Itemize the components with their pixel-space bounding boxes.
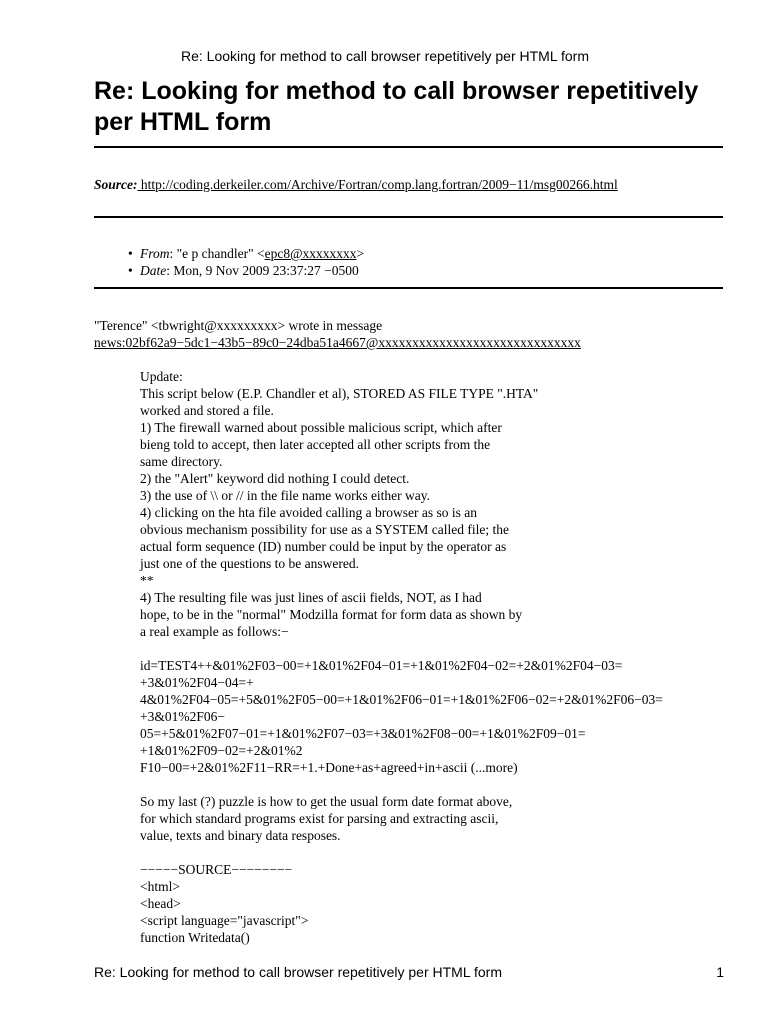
footer-title: Re: Looking for method to call browser repetitively per HTML form — [94, 964, 502, 980]
body-line: id=TEST4++&01%2F03−00=+1&01%2F04−01=+1&01%2F04−02=+2&01%2F04−03= — [140, 658, 623, 673]
body-line: obvious mechanism possibility for use as a SYSTEM called file; the — [140, 522, 509, 537]
body-line: 05=+5&01%2F07−01=+1&01%2F07−03=+3&01%2F08−00=+1&01%2F09−01= — [140, 726, 586, 741]
body-line: bieng told to accept, then later accepted all other scripts from the — [140, 437, 491, 452]
body-line: actual form sequence (ID) number could be input by the operator as — [140, 539, 507, 554]
body-line: function Writedata() — [140, 930, 250, 945]
body-line: ** — [140, 573, 154, 588]
message-intro — [94, 317, 581, 351]
body-line: 1) The firewall warned about possible malicious script, which after — [140, 420, 502, 435]
from-email-link[interactable]: epc8@xxxxxxxx — [264, 246, 357, 261]
meta-from — [128, 245, 364, 262]
source-label: Source: — [94, 177, 138, 192]
body-line: −−−−−SOURCE−−−−−−−− — [140, 862, 293, 877]
body-line: <head> — [140, 896, 181, 911]
body-line: same directory. — [140, 454, 223, 469]
body-line: This script below (E.P. Chandler et al), STORED AS FILE TYPE ".HTA" — [140, 386, 539, 401]
divider-top — [94, 146, 723, 148]
body-line — [140, 776, 720, 793]
body-line: a real example as follows:− — [140, 624, 289, 639]
body-line — [140, 640, 720, 657]
body-line: 4&01%2F04−05=+5&01%2F05−00=+1&01%2F06−01=+1&01%2F06−02=+2&01%2F06−03= — [140, 692, 663, 707]
body-line: <script language="javascript"> — [140, 913, 309, 928]
date-value: : Mon, 9 Nov 2009 23:37:27 −0500 — [166, 263, 359, 278]
page-number: 1 — [716, 964, 724, 980]
page-title-line-2: per HTML form — [94, 108, 272, 136]
body-line: 4) The resulting file was just lines of ascii fields, NOT, as I had — [140, 590, 482, 605]
body-line: hope, to be in the "normal" Modzilla format for form data as shown by — [140, 607, 523, 622]
divider-source — [94, 216, 723, 218]
from-value-suffix: > — [356, 246, 365, 261]
date-label: Date — [140, 263, 167, 278]
source-link[interactable]: http://coding.derkeiler.com/Archive/Fortran/comp.lang.fortran/2009−11/msg00266.html — [137, 177, 618, 192]
message-meta — [128, 245, 364, 279]
body-line: +3&01%2F06− — [140, 709, 225, 724]
running-footer — [94, 963, 724, 981]
intro-attribution: "Terence" <tbwright@xxxxxxxxx> wrote in message — [94, 318, 383, 333]
bullet-icon: • — [128, 246, 133, 261]
body-line: +1&01%2F09−02=+2&01%2 — [140, 743, 303, 758]
body-line: 2) the "Alert" keyword did nothing I could detect. — [140, 471, 410, 486]
body-line: <html> — [140, 879, 180, 894]
from-label: From — [140, 246, 170, 261]
body-line: worked and stored a file. — [140, 403, 274, 418]
news-message-link[interactable]: news:02bf62a9−5dc1−43b5−89c0−24dba51a4667@xxxxxxxxxxxxxxxxxxxxxxxxxxxxxx — [94, 335, 581, 350]
body-line: So my last (?) puzzle is how to get the usual form date format above, — [140, 794, 513, 809]
from-value-prefix: : "e p chandler" < — [169, 246, 265, 261]
running-header: Re: Looking for method to call browser repetitively per HTML form — [181, 48, 589, 64]
body-line: +3&01%2F04−04=+ — [140, 675, 254, 690]
body-line: just one of the questions to be answered. — [140, 556, 359, 571]
quoted-message-body — [140, 368, 720, 946]
body-line: Update: — [140, 369, 183, 384]
bullet-icon: • — [128, 263, 133, 278]
body-line — [140, 844, 720, 861]
meta-date — [128, 262, 364, 279]
body-line: value, texts and binary data resposes. — [140, 828, 341, 843]
source-line — [94, 176, 734, 193]
body-line: F10−00=+2&01%2F11−RR=+1.+Done+as+agreed+in+ascii (...more) — [140, 760, 518, 775]
body-line: 3) the use of \\ or // in the file name works either way. — [140, 488, 431, 503]
body-line: for which standard programs exist for parsing and extracting ascii, — [140, 811, 499, 826]
page-title-line-1: Re: Looking for method to call browser repetitively — [94, 77, 699, 105]
body-line: 4) clicking on the hta file avoided calling a browser as so is an — [140, 505, 478, 520]
page-title — [94, 76, 734, 138]
divider-meta — [94, 287, 723, 289]
